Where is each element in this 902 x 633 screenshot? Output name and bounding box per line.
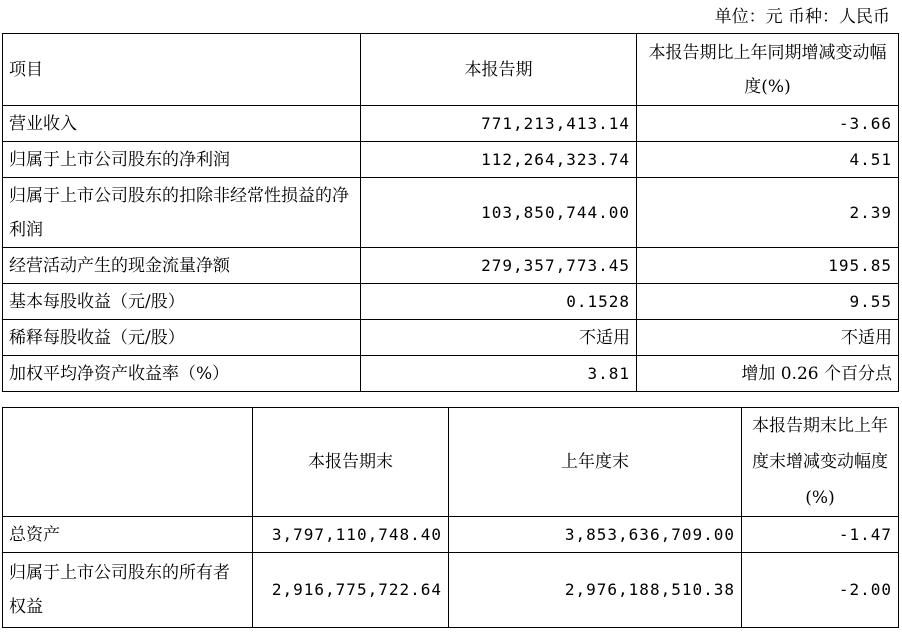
table-row	[3, 356, 899, 392]
row-current-value: 279,357,773.45	[361, 248, 637, 284]
table-row	[3, 106, 899, 142]
row-change-value: -3.66	[637, 106, 899, 142]
row-period-end-value: 2,916,775,722.64	[253, 553, 449, 628]
table-row	[3, 553, 899, 628]
header-yoy-change: 本报告期比上年同期增减变动幅度(%)	[637, 34, 899, 106]
table-row	[3, 517, 899, 553]
unit-currency-note: 单位：元 币种：人民币	[714, 7, 890, 27]
header-item: 项目	[3, 34, 361, 106]
table-row	[3, 320, 899, 356]
row-change-value: 4.51	[637, 142, 899, 178]
row-current-value: 0.1528	[361, 284, 637, 320]
table-header-row	[3, 408, 899, 517]
table-row	[3, 142, 899, 178]
table-row	[3, 284, 899, 320]
row-change-value: 9.55	[637, 284, 899, 320]
row-current-value: 3.81	[361, 356, 637, 392]
table-row	[3, 178, 899, 248]
row-label: 经营活动产生的现金流量净额	[3, 248, 361, 284]
row-label: 归属于上市公司股东的所有者权益	[3, 553, 253, 628]
header-item	[3, 408, 253, 517]
row-label: 加权平均净资产收益率（%）	[3, 356, 361, 392]
row-change-value: 195.85	[637, 248, 899, 284]
row-period-end-value: 3,797,110,748.40	[253, 517, 449, 553]
row-label: 总资产	[3, 517, 253, 553]
row-prior-year-end-value: 2,976,188,510.38	[449, 553, 742, 628]
row-current-value: 103,850,744.00	[361, 178, 637, 248]
row-change-value: 增加 0.26 个百分点	[637, 356, 899, 392]
header-current-period: 本报告期	[361, 34, 637, 106]
row-label: 归属于上市公司股东的净利润	[3, 142, 361, 178]
row-prior-year-end-value: 3,853,636,709.00	[449, 517, 742, 553]
balance-table	[2, 407, 899, 628]
row-current-value: 771,213,413.14	[361, 106, 637, 142]
header-prior-year-end: 上年度末	[449, 408, 742, 517]
row-change-value: 2.39	[637, 178, 899, 248]
row-change-value: 不适用	[637, 320, 899, 356]
table-row	[3, 248, 899, 284]
header-period-end: 本报告期末	[253, 408, 449, 517]
row-current-value: 112,264,323.74	[361, 142, 637, 178]
row-current-value: 不适用	[361, 320, 637, 356]
row-label: 基本每股收益（元/股）	[3, 284, 361, 320]
row-label: 归属于上市公司股东的扣除非经常性损益的净利润	[3, 178, 361, 248]
header-change: 本报告期末比上年度末增减变动幅度(%)	[742, 408, 899, 517]
row-change-value: -1.47	[742, 517, 899, 553]
table-header-row	[3, 34, 899, 106]
row-label: 稀释每股收益（元/股）	[3, 320, 361, 356]
row-change-value: -2.00	[742, 553, 899, 628]
row-label: 营业收入	[3, 106, 361, 142]
key-financial-table	[2, 33, 899, 392]
